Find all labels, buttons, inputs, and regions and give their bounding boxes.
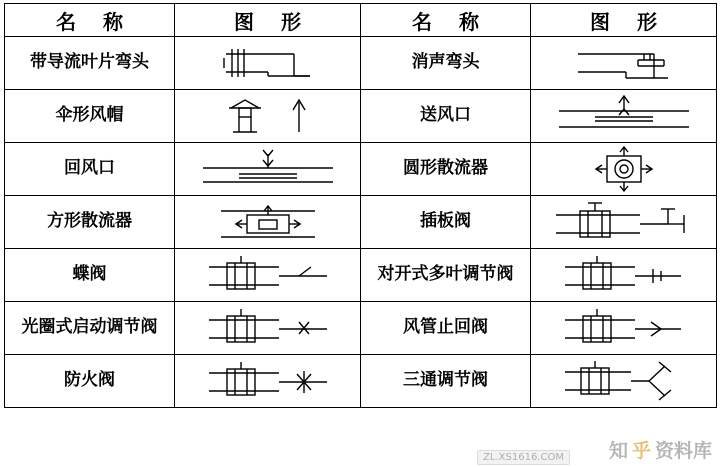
watermark-badge: ZL.XS1616.COM xyxy=(477,450,570,465)
table-header-row xyxy=(5,4,717,37)
symbol-figure-cell xyxy=(175,302,361,355)
watermark-zhi: 知 xyxy=(608,440,628,462)
symbol-legend-table xyxy=(4,3,717,408)
symbol-figure-cell xyxy=(531,143,717,196)
symbol-name: 三通调节阀 xyxy=(361,355,531,408)
symbol-name: 蝶阀 xyxy=(5,249,175,302)
column-header-name-right: 名 称 xyxy=(361,4,531,37)
symbol-figure-cell xyxy=(531,90,717,143)
symbol-figure-cell xyxy=(531,196,717,249)
symbol-figure-cell xyxy=(531,355,717,408)
table-row xyxy=(5,249,717,302)
watermark xyxy=(609,436,712,463)
return-air-inlet-symbol xyxy=(175,143,360,195)
column-header-figure-right: 图 形 xyxy=(531,4,717,37)
duct-check-valve-symbol xyxy=(531,302,716,354)
watermark-hu: 乎 xyxy=(631,440,651,462)
column-header-figure-left: 图 形 xyxy=(175,4,361,37)
elbow-with-guide-vanes-symbol xyxy=(175,37,360,89)
iris-type-damper-symbol xyxy=(175,302,360,354)
symbol-figure-cell xyxy=(175,37,361,90)
symbol-figure-cell xyxy=(175,249,361,302)
symbol-figure-cell xyxy=(175,143,361,196)
symbol-figure-cell xyxy=(175,90,361,143)
table-row xyxy=(5,355,717,408)
round-diffuser-symbol xyxy=(531,143,716,195)
symbol-name: 风管止回阀 xyxy=(361,302,531,355)
symbol-figure-cell xyxy=(531,249,717,302)
watermark-brand: 资料库 xyxy=(654,440,712,462)
symbol-name: 圆形散流器 xyxy=(361,143,531,196)
fire-damper-symbol xyxy=(175,355,360,407)
table-row xyxy=(5,302,717,355)
symbol-name: 消声弯头 xyxy=(361,37,531,90)
symbol-name: 送风口 xyxy=(361,90,531,143)
umbrella-cowl-symbol xyxy=(175,90,360,142)
square-diffuser-symbol xyxy=(175,196,360,248)
three-way-control-valve-symbol xyxy=(531,355,716,407)
symbol-figure-cell xyxy=(531,37,717,90)
butterfly-valve-symbol xyxy=(175,249,360,301)
table-row xyxy=(5,143,717,196)
table-row xyxy=(5,37,717,90)
opposed-blade-damper-symbol xyxy=(531,249,716,301)
slide-gate-valve-symbol xyxy=(531,196,716,248)
symbol-name: 方形散流器 xyxy=(5,196,175,249)
symbol-name: 带导流叶片弯头 xyxy=(5,37,175,90)
silencer-elbow-symbol xyxy=(531,37,716,89)
symbol-name: 光圈式启动调节阀 xyxy=(5,302,175,355)
symbol-name: 防火阀 xyxy=(5,355,175,408)
symbol-figure-cell xyxy=(175,196,361,249)
symbol-name: 伞形风帽 xyxy=(5,90,175,143)
column-header-name-left: 名 称 xyxy=(5,4,175,37)
supply-air-outlet-symbol xyxy=(531,90,716,142)
symbol-name: 插板阀 xyxy=(361,196,531,249)
symbol-name: 对开式多叶调节阀 xyxy=(361,249,531,302)
symbol-figure-cell xyxy=(531,302,717,355)
symbol-name: 回风口 xyxy=(5,143,175,196)
table-row xyxy=(5,196,717,249)
table-row xyxy=(5,90,717,143)
symbol-figure-cell xyxy=(175,355,361,408)
